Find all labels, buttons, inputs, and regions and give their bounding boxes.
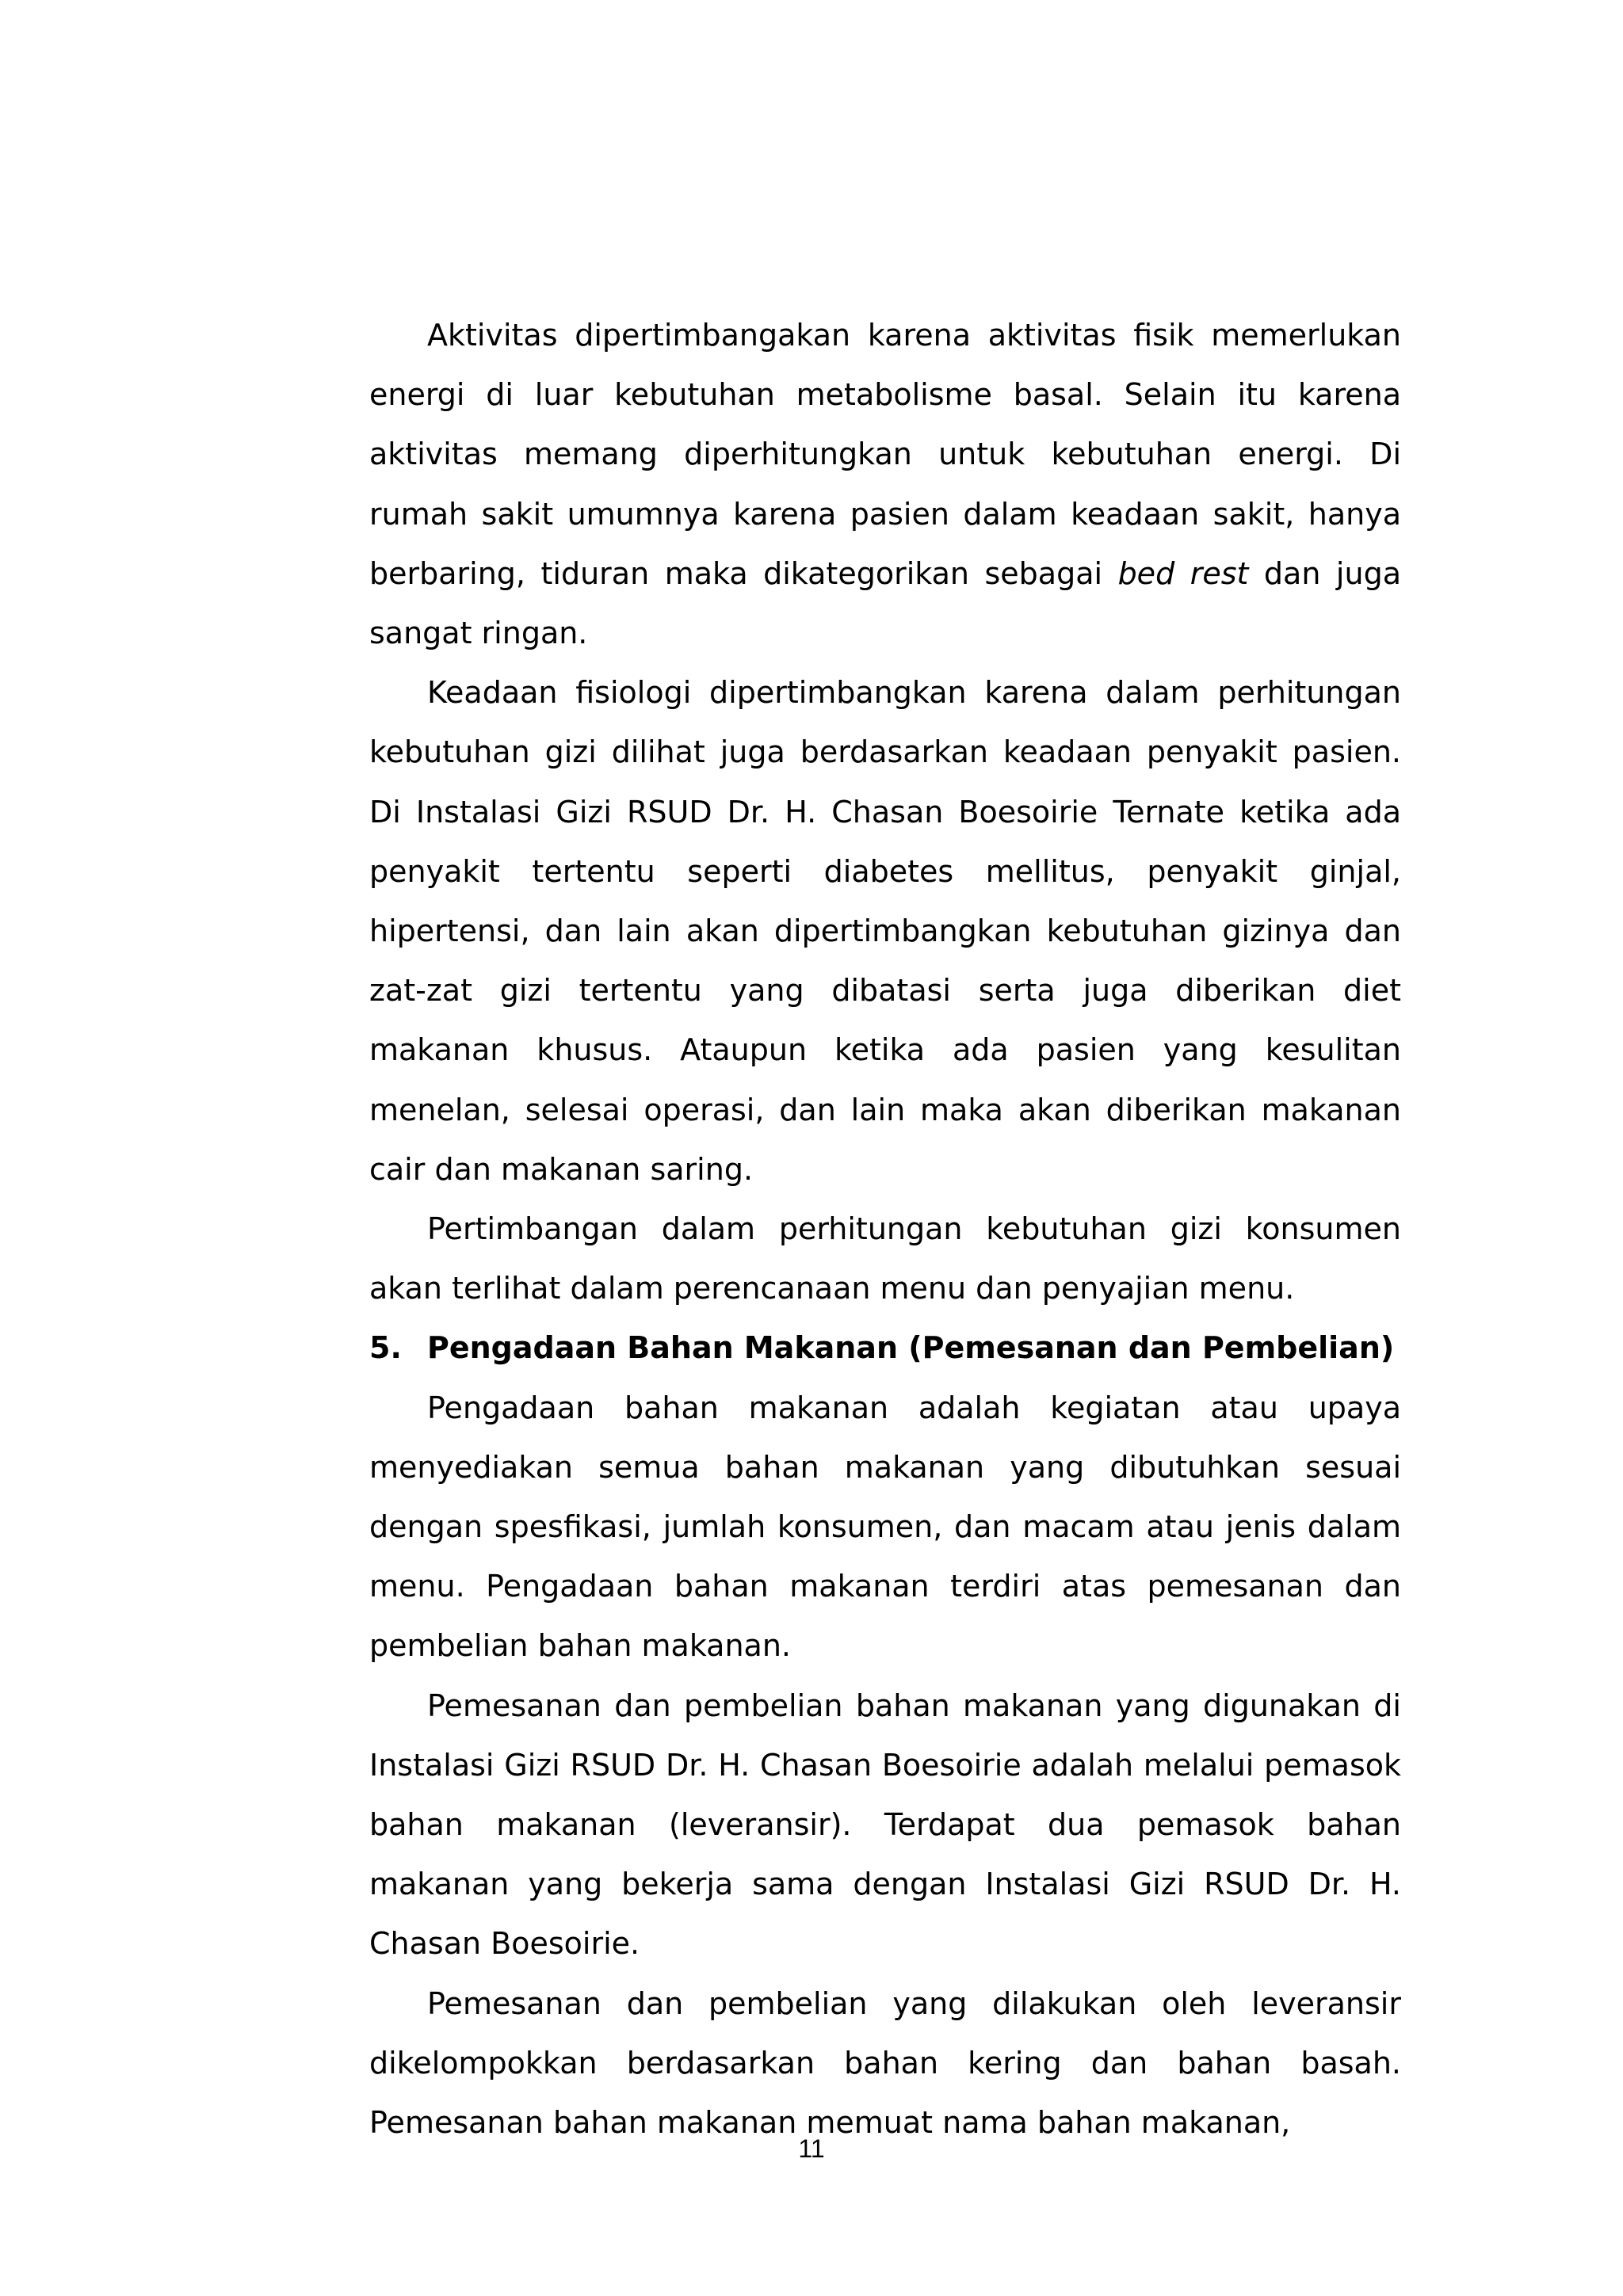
paragraph-aktivitas bbox=[369, 306, 1401, 663]
section-number: 5. bbox=[369, 1330, 402, 1366]
body-text bbox=[369, 306, 1401, 2153]
paragraph-keadaan-fisiologi: Keadaan fisiologi dipertimbangkan karena dalam perhitungan kebutuhan gizi dilihat juga berdasarkan keadaan penyakit pasien. Di Instalasi Gizi RSUD Dr. H. Chasan Boesoirie Ternate ketika ada penyakit tertentu seperti diabetes mellitus, penyakit ginjal, hipertensi, dan lain akan dipertimbangkan kebutuhan gizinya dan zat-zat gizi tertentu yang dibatasi serta juga diberikan diet makanan khusus. Ataupun ketika ada pasien yang kesulitan menelan, selesai operasi, dan lain maka akan diberikan makanan cair dan makanan saring. bbox=[369, 675, 1401, 1187]
paragraph-pengadaan: Pengadaan bahan makanan adalah kegiatan atau upaya menyediakan semua bahan makanan yang dibutuhkan sesuai dengan spesfikasi, jumlah konsumen, dan macam atau jenis dalam menu. Pengadaan bahan makanan terdiri atas pemesanan dan pembelian bahan makanan. bbox=[369, 1390, 1401, 1664]
paragraph-pertimbangan: Pertimbangan dalam perhitungan kebutuhan gizi konsumen akan terlihat dalam perencanaan menu dan penyajian menu. bbox=[369, 1211, 1401, 1306]
section-heading bbox=[369, 1318, 1401, 1378]
paragraph-aktivitas-text: Aktivitas dipertimbangakan karena aktivitas fisik memerlukan energi di luar kebutuhan metabolisme basal. Selain itu karena aktivitas memang diperhitungkan untuk kebutuhan energi. Di rumah sakit umumnya karena pasien dalam keadaan sakit, hanya berbaring, tiduran maka dikategorikan sebagai bbox=[369, 318, 1401, 591]
paragraph-pemesanan-pemasok: Pemesanan dan pembelian bahan makanan yang digunakan di Instalasi Gizi RSUD Dr. H. Chasan Boesoirie adalah melalui pemasok bahan makanan (leveransir). Terdapat dua pemasok bahan makanan yang bekerja sama dengan Instalasi Gizi RSUD Dr. H. Chasan Boesoirie. bbox=[369, 1688, 1401, 1962]
paragraph-aktivitas-text-end: dan juga sangat ringan. bbox=[369, 555, 1401, 651]
bed-rest-term: bed rest bbox=[1117, 555, 1249, 591]
paragraph-pemesanan-leveransir: Pemesanan dan pembelian yang dilakukan oleh leveransir dikelompokkan berdasarkan bahan kering dan bahan basah. Pemesanan bahan makanan memuat nama bahan makanan, bbox=[369, 1985, 1401, 2141]
page-number: 11 bbox=[798, 2134, 825, 2163]
section-title: Pengadaan Bahan Makanan (Pemesanan dan Pembelian) bbox=[427, 1330, 1395, 1366]
